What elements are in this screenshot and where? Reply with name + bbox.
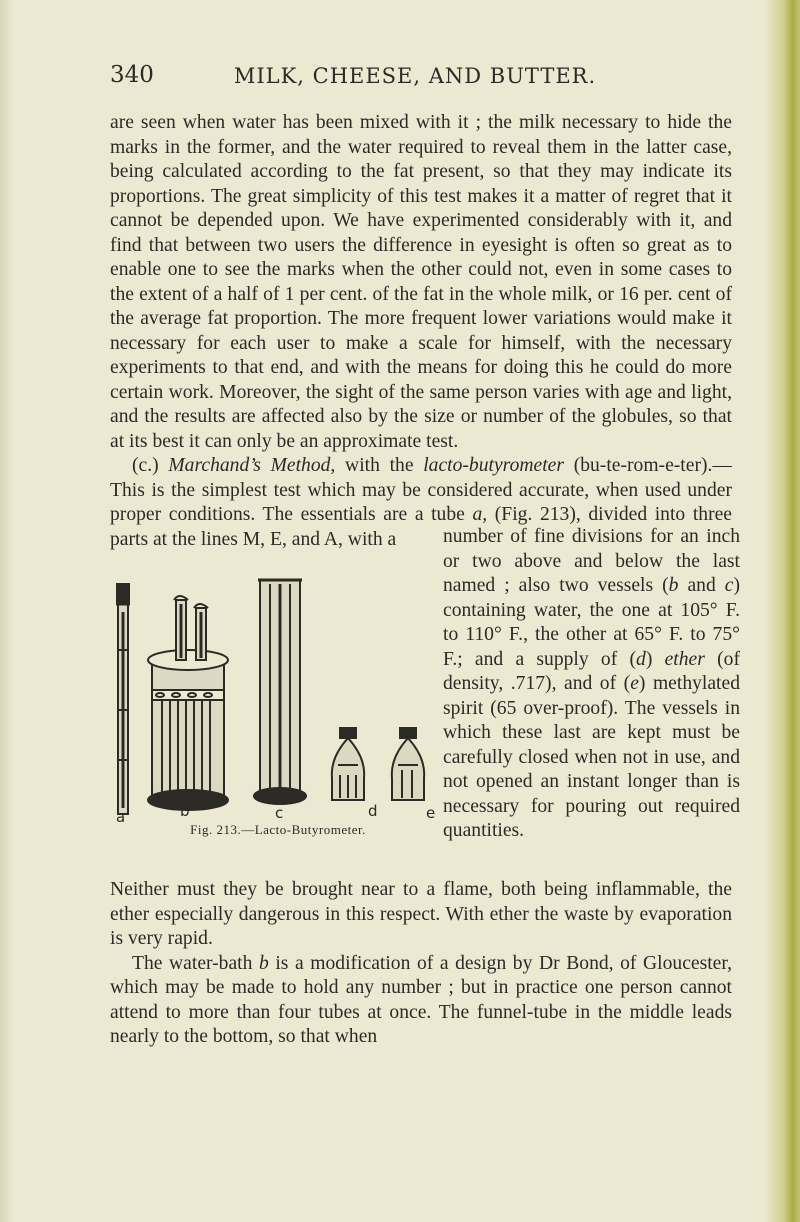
page-number: 340: [110, 62, 154, 88]
body-text-bottom: [110, 878, 732, 1050]
ref-e: e: [630, 673, 639, 694]
ref-b-bath: b: [258, 952, 269, 974]
wrap-text: ) methylated spirit (65 over-proof). The vessels in which these last are kept must be carefully closed when not in use, and not opened an instant longer than is necessary for pouring out required quantities.: [443, 673, 740, 841]
paragraph-4-text: is a modification of a design by Dr Bond, of Gloucester, which may be made to hold any number ; but in practice one person cannot attend to more than four tubes at once. The funnel-tube in the middle leads nearly to the bottom, so that when: [110, 952, 732, 1047]
paragraph-3: Neither must they be brought near to a flame, both being inflammable, the ether especially dangerous in this respect. With ether the waste by evaporation is very rapid.: [110, 879, 732, 949]
figure-illustration: [112, 560, 442, 822]
instrument-term: lacto-butyrometer: [423, 455, 564, 476]
ref-d: d: [636, 648, 646, 670]
figure-caption: Fig. 213.—Lacto-Butyrometer.: [190, 822, 366, 837]
section-label: (c.): [132, 455, 159, 476]
ether-term: ether: [664, 648, 705, 670]
method-name: Marchand’s Method,: [168, 455, 336, 476]
tube-a-drawing: [116, 584, 130, 814]
paragraph-1: are seen when water has been mixed with it ; the milk necessary to hide the marks in the former, and the water required to reveal them in the latter case, being calculated according to the fat present, so that they may indicate its proportions. The great simplicity of this test makes it a matter of regret that it cannot be depended upon. We have experimented considerably with it, and find that between two users the difference in eyesight is often so great as to enable one to see the marks when the other could not, even in some cases to the extent of a half of 1 per cent. of the fat in the whole milk, or 16 per. cent of the average fat proportion. The more frequent lower variations would make it necessary for each user to make a scale for himself, with the necessary experiments to that end, and with the means for doing this he could do more certain work. Moreover, the sight of the same person varies with age and light, and the results are affected also by the size or number of the globules, so that at its best it can only be an approximate test.: [110, 112, 732, 452]
wrap-text: and: [687, 575, 716, 596]
figure-label-b: b: [180, 802, 190, 820]
paragraph-2-text: (bu-te-rom-e-ter).—This is the simplest test which may be considered accurate, when used under proper conditions. The essentials are a tube: [110, 455, 732, 525]
page-header: [110, 62, 720, 92]
wrap-text: ): [645, 648, 653, 670]
page-gutter-left: [0, 0, 14, 1222]
figure-wrap-text: [443, 525, 740, 844]
ref-c: c: [724, 575, 734, 596]
wrap-text: ) containing water, the one at 105° F. to 110° F., the other at 65° F. to 75° F.; and a supply of (: [443, 575, 740, 670]
bottle-e-drawing: [392, 728, 424, 800]
wrap-text: (of density, .717), and of (: [443, 648, 740, 694]
vessel-c-drawing: [254, 580, 306, 804]
running-head: MILK, CHEESE, AND BUTTER.: [233, 64, 597, 88]
bottle-d-drawing: [332, 728, 364, 800]
figure-label-d: d: [368, 802, 378, 820]
water-bath-b-drawing: [148, 596, 228, 810]
tube-ref-a: a,: [472, 504, 488, 525]
paragraph-2-text: (Fig. 213), divided into three parts at the lines M, E, and A, with a: [110, 504, 732, 550]
page-gutter-right: [764, 0, 800, 1222]
ref-b: b: [668, 575, 679, 596]
figure-label-a: a: [116, 808, 126, 822]
figure-label-e: e: [426, 804, 436, 822]
paragraph-2-text: with the: [345, 455, 414, 476]
wrap-text: number of fine divisions for an inch or two above and below the last named ; also two vessels (: [443, 526, 740, 596]
paragraph-4-text: The water-bath: [132, 952, 253, 974]
figure-label-c: c: [275, 804, 284, 822]
body-text-top: [110, 111, 732, 552]
figure-lacto-butyrometer: [112, 560, 442, 860]
wrap-paragraph: [443, 525, 740, 844]
paragraph-4: [110, 952, 732, 1050]
